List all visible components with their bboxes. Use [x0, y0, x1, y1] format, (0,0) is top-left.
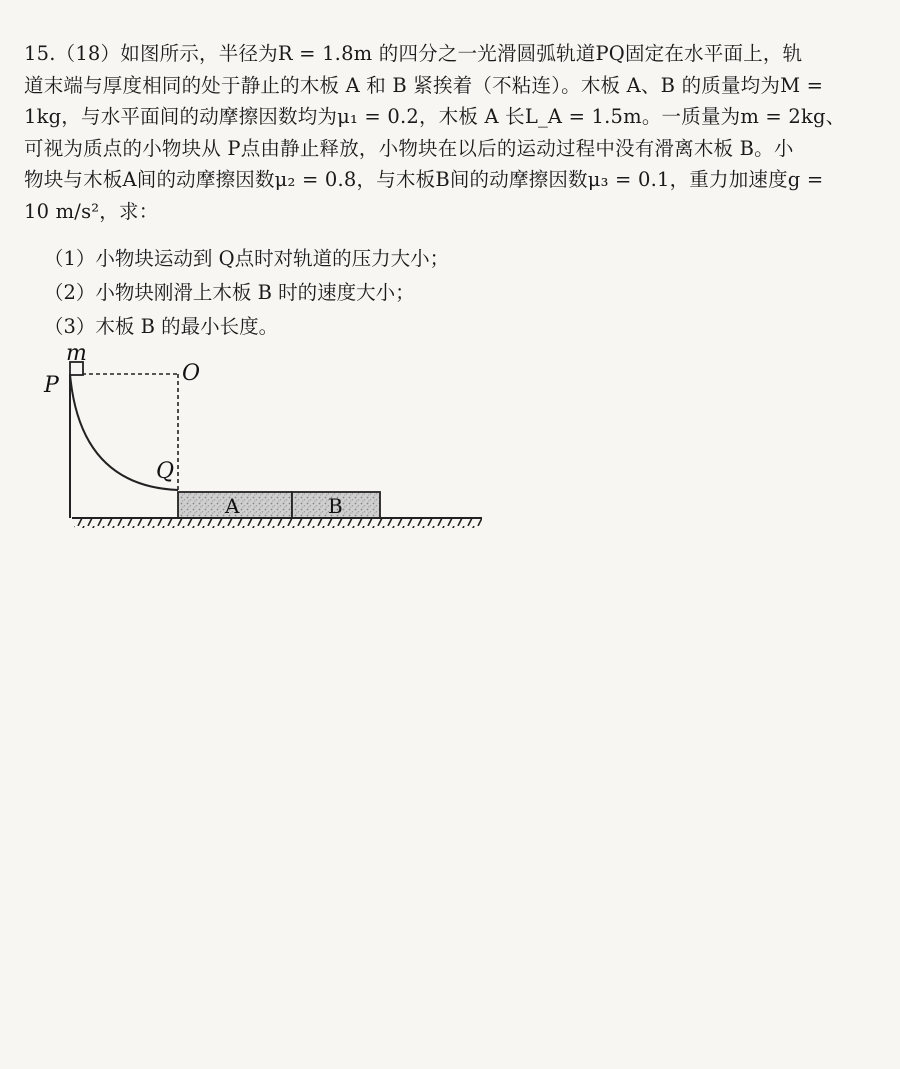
physics-diagram [36, 346, 506, 546]
intro-line-2: 道末端与厚度相同的处于静止的木板 A 和 B 紧挨着（不粘连）。木板 A、B 的质量均为M = [24, 73, 824, 97]
intro-line-6: 10 m/s²，求： [24, 199, 159, 223]
intro-line-4: 可视为质点的小物块从 P点由静止释放，小物块在以后的运动过程中没有滑离木板 B。小 [24, 136, 794, 160]
ground-hatching [74, 519, 482, 528]
question-2: （2）小物块刚滑上木板 B 时的速度大小； [44, 281, 415, 304]
label-A: A [225, 494, 240, 518]
label-m: m [66, 346, 87, 366]
problem-number: 15. [24, 42, 56, 65]
problem-text [24, 38, 876, 227]
question-list [44, 242, 449, 344]
question-3: （3）木板 B 的最小长度。 [44, 315, 279, 338]
label-O: O [182, 361, 201, 386]
problem-intro [24, 38, 876, 227]
diagram-svg [36, 346, 506, 546]
label-Q: Q [156, 459, 175, 484]
problem-score: （18） [55, 42, 121, 65]
label-B: B [328, 494, 343, 518]
intro-line-1: 如图所示，半径为R = 1.8m 的四分之一光滑圆弧轨道PQ固定在水平面上，轨 [120, 42, 803, 65]
intro-line-5: 物块与木板A间的动摩擦因数μ₂ = 0.8，与木板B间的动摩擦因数μ₃ = 0.1，重力加速度g = [24, 168, 824, 191]
intro-line-3: 1kg，与水平面间的动摩擦因数均为μ₁ = 0.2，木板 A 长L_A = 1.5m。一质量为m = 2kg、 [24, 105, 846, 128]
question-1: （1）小物块运动到 Q点时对轨道的压力大小； [44, 247, 450, 270]
label-P: P [44, 373, 59, 398]
